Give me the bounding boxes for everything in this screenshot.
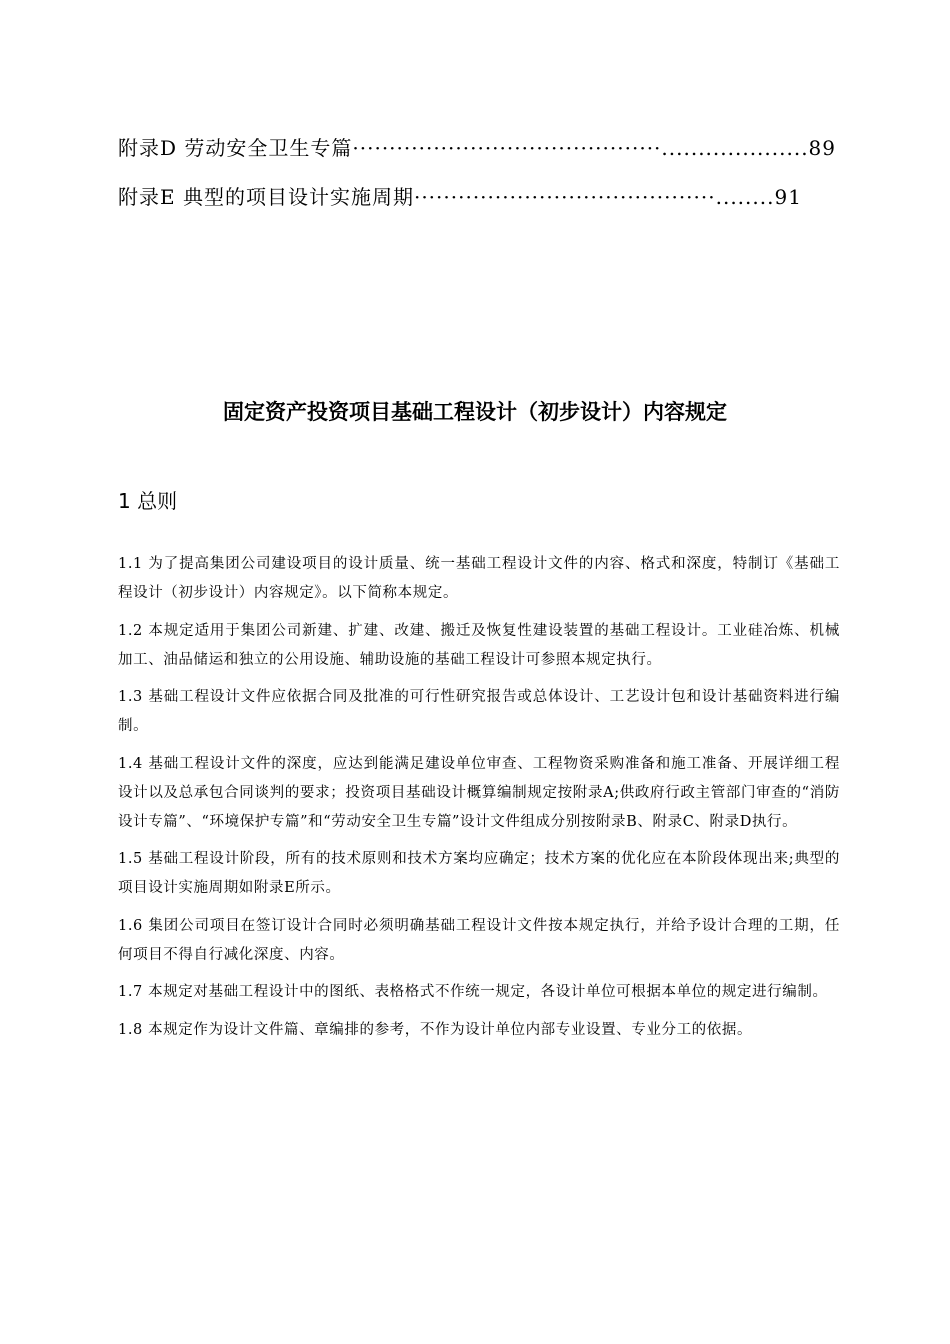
paragraph-1-3: 1.3 基础工程设计文件应依据合同及批准的可行性研究报告或总体设计、工艺设计包和设计基础资料进行编制。 xyxy=(118,689,840,734)
paragraph-1-2: 1.2 本规定适用于集团公司新建、扩建、改建、搬迁及恢复性建设装置的基础工程设计。工业硅冶炼、机械加工、油品储运和独立的公用设施、辅助设施的基础工程设计可参照本规定执行。 xyxy=(118,622,840,668)
toc-entry-appendix-d: 附录D 劳动安全卫生专篇··········································....................89 xyxy=(118,136,837,160)
section-heading: 1 总则 xyxy=(118,489,178,513)
paragraph-1-6: 1.6 集团公司项目在签订设计合同时必须明确基础工程设计文件按本规定执行，并给予设计合理的工期，任何项目不得自行减化深度、内容。 xyxy=(118,917,840,963)
paragraph-1-7: 1.7 本规定对基础工程设计中的图纸、表格格式不作统一规定，各设计单位可根据本单位的规定进行编制。 xyxy=(118,984,828,1000)
toc-entry-appendix-e: 附录E 典型的项目设计实施周期·········································........91 xyxy=(118,185,802,209)
paragraph-1-1: 1.1 为了提高集团公司建设项目的设计质量、统一基础工程设计文件的内容、格式和深度，特制订《基础工程设计（初步设计）内容规定》。以下简称本规定。 xyxy=(118,556,840,601)
body-text xyxy=(118,550,840,1053)
paragraph-1-4: 1.4 基础工程设计文件的深度，应达到能满足建设单位审查、工程物资采购准备和施工准备、开展详细工程设计以及总承包合同谈判的要求；投资项目基础设计概算编制规定按附录A;供政府行政主管部门审查的“消防设计专篇”、“环境保护专篇”和“劳动安全卫生专篇”设计文件组成分别按附录B、附录C、附录D执行。 xyxy=(118,755,840,830)
document-title: 固定资产投资项目基础工程设计（初步设计）内容规定 xyxy=(223,400,727,424)
paragraph-1-8: 1.8 本规定作为设计文件篇、章编排的参考，不作为设计单位内部专业设置、专业分工的依据。 xyxy=(118,1021,753,1038)
paragraph-1-5: 1.5 基础工程设计阶段，所有的技术原则和技术方案均应确定；技术方案的优化应在本阶段体现出来;典型的项目设计实施周期如附录E所示。 xyxy=(118,851,840,896)
